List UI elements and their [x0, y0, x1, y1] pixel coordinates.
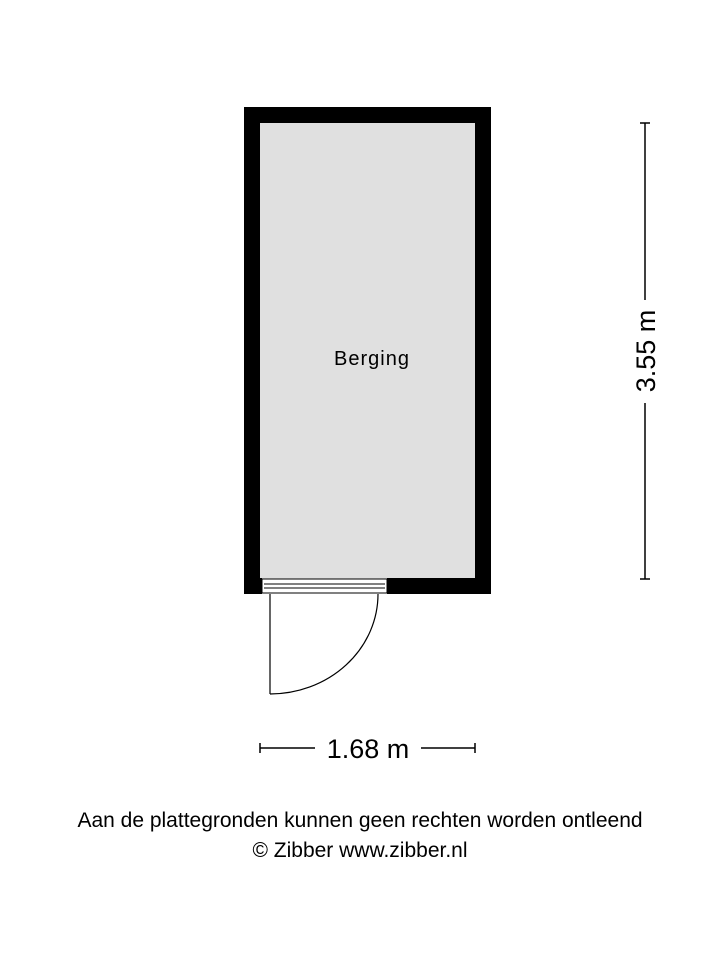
- wall-right: [475, 107, 491, 594]
- door-sill: [262, 579, 387, 593]
- door: [270, 594, 378, 694]
- wall-top: [244, 107, 491, 123]
- copyright-text: © Zibber www.zibber.nl: [252, 839, 468, 862]
- door-swing-arc: [270, 594, 378, 694]
- wall-bottom-left: [244, 578, 262, 594]
- room-label: Berging: [334, 348, 410, 370]
- wall-bottom-right: [387, 578, 491, 594]
- disclaimer-text: Aan de plattegronden kunnen geen rechten worden ontleend: [77, 809, 643, 832]
- height-dimension-label: 3.55 m: [631, 309, 661, 393]
- width-dimension-label: 1.68 m: [326, 734, 410, 764]
- wall-left: [244, 107, 260, 594]
